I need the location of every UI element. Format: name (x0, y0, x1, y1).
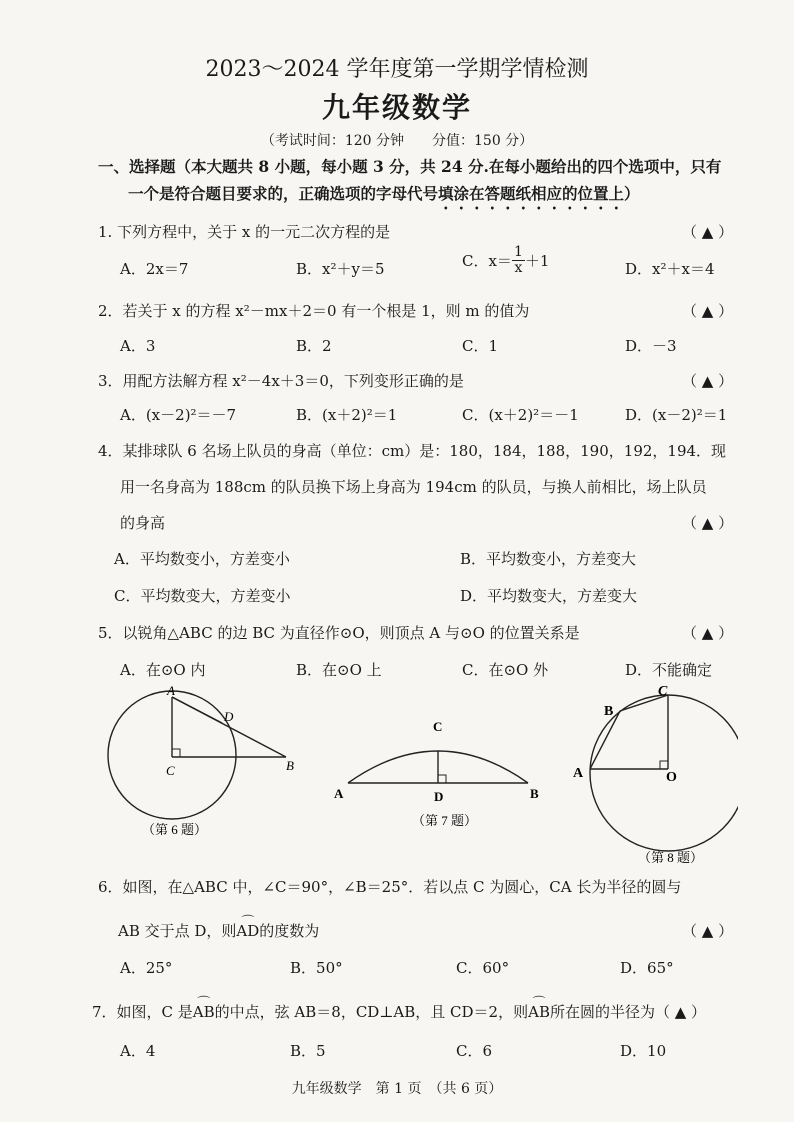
arc-ab-2: ⌒ AB (528, 1003, 550, 1021)
section-heading-line2 (128, 182, 640, 213)
q5-option-a: A．在⊙O 内 (120, 661, 206, 679)
fig6-chord-ad (172, 697, 222, 723)
section-heading-part-c: ） (624, 184, 640, 203)
q3-option-a: A．(x－2)²＝－7 (120, 406, 237, 424)
answer-mark-4: （ ▲ ） (682, 514, 734, 532)
fig8-label-b: B (604, 704, 614, 719)
q1-option-c-prefix: C．x＝ (462, 251, 512, 270)
figure-8 (568, 683, 738, 868)
q7-part-c: 所在圆的半径为 (549, 1003, 655, 1021)
q7-option-d: D．10 (620, 1042, 667, 1060)
fig6-right-angle (172, 749, 180, 757)
fig7-label-c: C (433, 719, 443, 734)
section-heading-emphasis: 填涂在答题纸相应的位置上 (438, 184, 625, 203)
q3-option-d: D．(x－2)²＝1 (625, 406, 728, 424)
fig6-label-d: D (224, 709, 234, 724)
fig8-label-a: A (573, 766, 584, 781)
q3-option-b: B．(x＋2)²＝1 (296, 406, 398, 424)
fig8-label-c: C (658, 684, 668, 699)
q7-option-a: A．4 (120, 1042, 156, 1060)
fig6-label-a: A (167, 685, 175, 698)
q5-option-c: C．在⊙O 外 (462, 661, 549, 679)
fig8-right-angle (660, 761, 668, 769)
question-2-stem: 2．若关于 x 的方程 x²－mx＋2＝0 有一个根是 1，则 m 的值为 (98, 302, 530, 320)
answer-mark-3: （ ▲ ） (682, 372, 734, 390)
q6-option-c: C．60° (456, 959, 510, 977)
q6-option-a: A．25° (120, 959, 173, 977)
q4-option-a: A．平均数变小，方差变小 (114, 550, 290, 568)
fraction-numerator: 1 (513, 244, 523, 260)
fig8-label-o: O (666, 770, 677, 785)
q1-fraction (512, 245, 525, 275)
question-6-line2 (118, 920, 319, 941)
section-heading-part-a: 一个是符合题目要求的，正确选项的字母代号 (128, 184, 439, 203)
question-4-line1: 4．某排球队 6 名场上队员的身高（单位：cm）是：180，184，188，190，192，194．现 (98, 442, 727, 460)
q6-line2-part-b: 的度数为 (259, 922, 320, 940)
fig7-label-a: A (334, 786, 344, 801)
q7-option-b: B．5 (290, 1042, 326, 1060)
figure-6 (100, 685, 300, 845)
question-3-stem: 3．用配方法解方程 x²－4x＋3＝0，下列变形正确的是 (98, 372, 464, 390)
q2-option-d: D．－3 (625, 337, 677, 355)
q7-part-b: 的中点，弦 AB＝8，CD⊥AB，且 CD＝2，则 (214, 1003, 529, 1021)
fig7-label-b: B (530, 786, 539, 801)
q2-option-a: A．3 (120, 337, 156, 355)
answer-mark-6: （ ▲ ） (682, 922, 734, 940)
fig8-chord-ab (590, 711, 620, 769)
fig7-label-d: D (434, 789, 444, 804)
q1-option-b: B．x²＋y＝5 (296, 260, 385, 278)
answer-mark-5: （ ▲ ） (682, 624, 734, 642)
fig6-label-c: C (166, 763, 175, 778)
answer-mark-7: （ ▲ ） (654, 1003, 707, 1021)
q6-line2-part-a: AB 交于点 D，则 (118, 922, 237, 940)
question-4-line2: 用一名身高为 188cm 的队员换下场上身高为 194cm 的队员，与换人前相比，场上队员 (120, 478, 707, 496)
exam-title: 2023～2024 学年度第一学期学情检测 (205, 57, 589, 82)
q4-option-d: D．平均数变大，方差变大 (460, 587, 638, 605)
q1-option-d: D．x²＋x＝4 (625, 260, 715, 278)
exam-info: （考试时间：120 分钟 分值：150 分） (260, 133, 534, 149)
question-6-line1: 6．如图，在△ABC 中，∠C＝90°，∠B＝25°．若以点 C 为圆心，CA 长为半径的圆与 (98, 878, 682, 896)
question-4-line3: 的身高 (120, 514, 166, 532)
q5-option-d: D．不能确定 (625, 661, 713, 679)
q2-option-b: B．2 (296, 337, 332, 355)
section-heading-line1: 一、选择题（本大题共 8 小题，每小题 3 分，共 24 分.在每小题给出的四个选项中，只有 (98, 157, 722, 176)
q6-option-d: D．65° (620, 959, 674, 977)
figure-7 (330, 715, 550, 830)
q7-option-c: C．6 (456, 1042, 493, 1060)
arc-ab-1: ⌒ AB (193, 1003, 215, 1021)
fraction-denominator: x (514, 259, 523, 276)
q5-option-b: B．在⊙O 上 (296, 661, 382, 679)
q4-option-b: B．平均数变小，方差变大 (460, 550, 637, 568)
fig8-caption: （第 8 题） (638, 850, 704, 865)
question-5-stem: 5．以锐角△ABC 的边 BC 为直径作⊙O，则顶点 A 与⊙O 的位置关系是 (98, 624, 580, 642)
q4-option-c: C．平均数变大，方差变小 (114, 587, 291, 605)
answer-mark-2: （ ▲ ） (682, 302, 734, 320)
subject-title: 九年级数学 (321, 91, 472, 124)
question-1-stem: 1. 下列方程中，关于 x 的一元二次方程的是 (98, 223, 391, 241)
arc-ad: ⌒ AD (236, 922, 259, 940)
fig6-caption: （第 6 题） (142, 822, 208, 837)
question-7-stem (92, 1001, 706, 1022)
q3-option-c: C．(x＋2)²＝－1 (462, 406, 579, 424)
q1-option-c (462, 245, 549, 275)
q1-option-c-suffix: ＋1 (524, 251, 550, 270)
fig7-caption: （第 7 题） (412, 813, 478, 828)
fig6-label-b: B (286, 758, 294, 773)
answer-mark-1: （ ▲ ） (682, 223, 734, 241)
q1-option-a: A．2x＝7 (120, 260, 189, 278)
q6-option-b: B．50° (290, 959, 343, 977)
page-footer: 九年级数学 第 1 页 （共 6 页） (291, 1081, 503, 1097)
q7-part-a: 7．如图，C 是 (92, 1003, 193, 1021)
fig7-right-angle (438, 775, 446, 783)
q2-option-c: C．1 (462, 337, 499, 355)
